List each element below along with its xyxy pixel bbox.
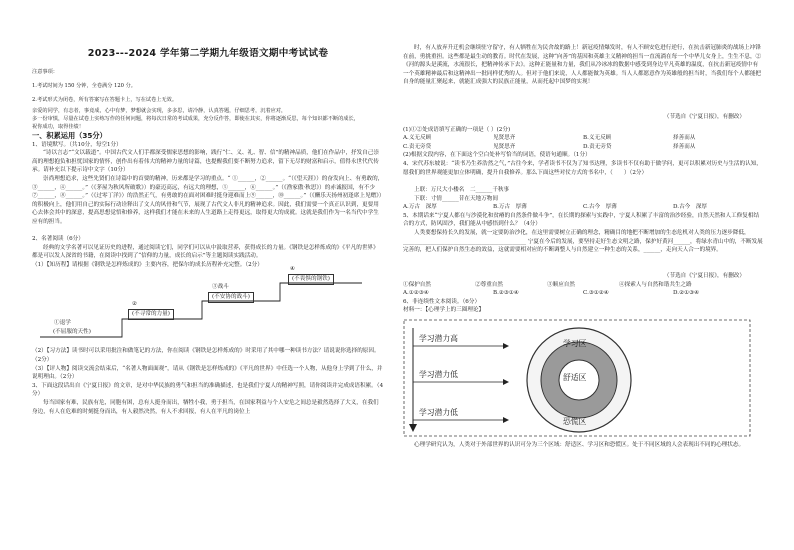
q4-option-a: A.万古 深厚 — [403, 204, 437, 211]
material-one-text: 心理学研究认为，人类对于外部世界的认识可分为三个区域：舒适区、学习区和恐慌区。处于不同区域的人会表现出不同的心理状态。 — [414, 441, 745, 448]
question-1: 1、语境默写。（共10分，每空1分） — [32, 141, 122, 148]
option-c: C.责无旁贷 — [403, 143, 432, 150]
q5-opt-3: ③顺应自然 — [547, 281, 575, 288]
r-q1-options-row1 — [403, 134, 763, 143]
option-a: A.义无反顾 — [403, 135, 432, 142]
q2-text: 经典的文学名著可以见证历史的进程，通过阅读它们，同学们可以从中汲取营养，获得成长的力量。《钢铁是怎样炼成的》《平凡的世界》都是可以发人深省的书籍，在阅读中找到了“信仰的力量，成长的启示”等主题阅读实践活动。 — [32, 244, 379, 260]
comfort-zone-label: 舒适区 — [563, 372, 587, 382]
note-3: 亲爱的同学，有志者，事竟成，心中有梦，梦想就会实现，多多思，请冷静，认真答题，仔细思考，沉着应对， — [32, 107, 287, 114]
q5-choice-a: A.①②③④ — [403, 290, 429, 297]
potential-high-label: 学习潜力高 — [419, 333, 458, 343]
growth-ladder-diagram — [32, 266, 384, 343]
step-2-label: ② — [132, 301, 138, 308]
q5-choice-b: B.②③①④ — [493, 290, 519, 297]
material-one: 材料一：【心理学上的三圈理论】 — [403, 307, 485, 314]
potential-low-label-1: 学习潜力低 — [419, 369, 458, 379]
r-q1-options-row2 — [403, 143, 763, 152]
couplet-lower: 下联：寸情______昔在天地万物间 — [414, 195, 498, 202]
r-question-1: (1)①②处成语填写正确的一项是（ ）(2分) — [403, 126, 511, 133]
q2-sub3: （3）【评人物】阅读交流会结束后，“名著人物面面观”，请从《钢铁是怎样炼成的》《平凡的世界》中任选一个人物，从他身上学到了什么，并说明理由。（2分） — [32, 365, 383, 381]
q5-choice-d: D.②①③④ — [673, 290, 700, 297]
q2-sub2: （2）【习方法】读书时可以采用批注和做笔记的方法，你在阅读《钢铁是怎样炼成的》时采用了其中哪一种读书方法？请说说你选择的原因。（2分） — [32, 348, 380, 363]
step-2-box: (不寻常的力量) — [128, 309, 174, 320]
option-d2: 择善而从 — [673, 143, 696, 150]
learning-zone-label: 学习区 — [563, 338, 587, 348]
q5-opt-4: ④探索人与自然和谐共生之路 — [619, 281, 692, 288]
q1-blanks: 崇尚理想追求，这些先贤们在诗篇中的首要的精神，历来都是学习的重点。“ ①______，②______。“（《望天涯》）的奋发向上、有勇敢的，③______，④______。”（《茅屋为秋风所破歌》）的豪迈高远，有远大的理想，⑤______，⑥______。”（《渔家傲·秋思》）的赤诚报国，有不少⑦______，⑧______。”（《过零丁洋》）的浩然正气，有勇敢的在面对困难时挺身迎难而上⑨______，⑩______。”（《酬乐天扬州初逢席上见赠》）的积极向上，他们用自己的实际行动诠释出了文人的风骨和气节，展现了古代文人非凡的精神追求。因此，我们需要一个真正认识到，更要用心去体会其中的深意，提高思想觉悟和修养，这样我们才能在未来的人生道路上走得更远，取得更大的成就。这就是我们作为一名当代中学生应有的担当。 — [32, 175, 384, 225]
question-2: 2、名著阅读（6分） — [32, 235, 84, 242]
left-column — [32, 0, 384, 425]
q5-text: 人类要想保持长久的发展，就一定要防治沙化，在这里需要树立正确的理念，精确目的地把不断增加的生态危机对人类的压力逐步降低，____________________________________________ 宁夏在今后的发展，要坚持走好生态文明之路，保护好黄河______，将绿水青山中的，不断发展完善的，把人们保护自然生态的效益，这就需要相对应的不断调整人与自然建立一种生态的关系，______，走向天人合一的境界。 — [403, 229, 763, 254]
question-6: 6、非连续性文本阅读。（6分） — [403, 298, 481, 305]
option-b: B.义无反顾 — [583, 135, 612, 142]
step-1-box: (不屈服的天性) — [53, 329, 91, 336]
note-4: 多一份审慎，尽量在试卷上实练写作的任何问题，将每次日常的考试成果，充分反作答，即使在其实，你将逐渐反思，每个知识都不断的成长， — [32, 115, 359, 122]
right-column — [403, 44, 763, 450]
passage-continued: 时，有人放弃升迁机会继续驻守留守，有人牺牲在为民舍故的路上！新冠疫情爆发时，有人不顾安危进行逆行，在抗击新冠肺炎的战场上冲锋在前，勇挑重担。这些都是最生动的教育。时代在发展，这种“向善”的基因和英雄主义精神的担当一直流淌在每一个中华儿女身上，生生不息，②《河的源头是溪流，水流很长，把精神传承下去》。这种正能量和力量，我们从冷冰冰的数据中感受到身边平凡英雄的温度，在抗击新冠疫情中有一个英雄精神最后和这精神出一批同样优秀的人。但对于他们来说，人人都能做为英雄。当人人都愿意作为英雄般的担当时，当我们每个人都能把自身的能量汇聚起来，就能汇成强大的民族正能量，从而托起中国梦的实现！ — [403, 45, 762, 86]
note-2: 2.考试形式为闭卷，所有答案写在答题卡上，写在试卷上无效。 — [32, 96, 178, 103]
step-3-label: ③战斗 — [212, 284, 229, 291]
q5-options-2 — [403, 289, 763, 298]
q5-options-1 — [403, 281, 763, 290]
q5-opt-2: ②尊重自然 — [475, 281, 503, 288]
option-a2: 见贤思齐 — [493, 135, 516, 142]
q4-option-d: D.古今 深厚 — [673, 204, 708, 211]
question-3: 3、下面这段话出自《宁夏日报》的文章，是对中华民族的勇气和担当的准确描述，也是我们宁夏人的精神写照，请你阅读并完成成语积累。（4分） — [32, 382, 384, 398]
source-note-1: （节选自《宁夏日报》，有删改） — [663, 114, 745, 120]
q1-text: “诗以言志”“文以载道”。中国古代文人们手都深受儒家思想的影响，践行“仁、义、礼、智、信”的精神品质，他们在作品中，抒发自己崇高的理想抱负和担忧国家的情怀，创作出有着伟大的精神力量的诗篇，也提醒我们要不断努力追求，留下无尽的财富和启示，值得永世代代传承。请补充以下提示诗中文字（10分） — [32, 150, 380, 174]
note-1: 1.考试时间为 150 分钟，全卷满分 120 分。 — [32, 82, 136, 89]
q5-opt-1: ①保护自然 — [403, 281, 431, 288]
option-b2: 择善而从 — [673, 135, 696, 142]
step-3-box: (不安协的战斗) — [208, 292, 254, 303]
notes-heading: 注意事项： — [32, 68, 58, 75]
step-4-box: (不畏惧的钢铁) — [288, 274, 334, 285]
question-4: 4、宋代苏东坡说：“读书乃生养浩然之气，”古往今来，学者读书不仅为了知书达理，多读书不仅有助于做学问，更可以积累对历史与生活的认知，愿我们的世界观能更加立体明确，提升自我修养。那么下面这些对仗方式的书名中，（ ）（2分） — [403, 160, 762, 176]
section-heading: 一、积累运用（35分） — [32, 130, 107, 140]
q3-text: 每当国家有难，民族有危，同胞有困，总有人挺身而出，牺牲小我，勇于担当，在国家利益与个人安危之间总是毅然选择了大义，在我们身边，有人在危难的时刻挺身而出，有人毅然决然，有人不求回报，有人在平凡的岗位上 — [32, 399, 379, 415]
page-title: 2023---2024 学年第二学期九年级语文期中考试试卷 — [87, 48, 329, 59]
option-c2: 见贤思齐 — [493, 143, 516, 150]
option-d: D.责无旁贷 — [583, 143, 612, 150]
step-1-label: ①退学 — [54, 320, 71, 327]
source-note-2: （节选自《宁夏日报》，有删改） — [663, 272, 745, 279]
notes-block — [32, 65, 384, 131]
q4-option-c: C.古今 厚薄 — [583, 204, 617, 211]
potential-low-label-2: 学习潜力低 — [419, 407, 458, 417]
step-4-label: ④ — [290, 266, 296, 273]
q4-option-b: B.万古 厚薄 — [493, 204, 527, 211]
q4-options — [403, 203, 763, 212]
couplet-upper: 上联：万尺大小楼名 二______千秋事 — [414, 186, 510, 193]
q2-sub1: （1）【知历程】请根据《钢铁是怎样炼成的》主要内容，把保尔的成长历程补充完整。（2分） — [32, 261, 263, 268]
panic-zone-label: 恐慌区 — [563, 416, 587, 426]
q5-choice-c: C.③①②④ — [583, 290, 609, 297]
question-5: 5、本期话来“宁夏人都在与沙漠化和贫瘠的自然条件做斗争”，在长期的探索与实践中，宁夏人积累了丰富的治沙经验，自然天然和人工修复相结合的方式，防风固沙，我们能从中感悟到什么？（4分） — [403, 212, 760, 228]
r-question-2: (2)根据文段内容，在下面这个空白处补写恰当的词语，使语句通顺。（1分） — [403, 152, 591, 159]
note-5: 祝你成功，取得佳绩！ — [32, 123, 84, 130]
three-zones-diagram — [403, 318, 763, 438]
